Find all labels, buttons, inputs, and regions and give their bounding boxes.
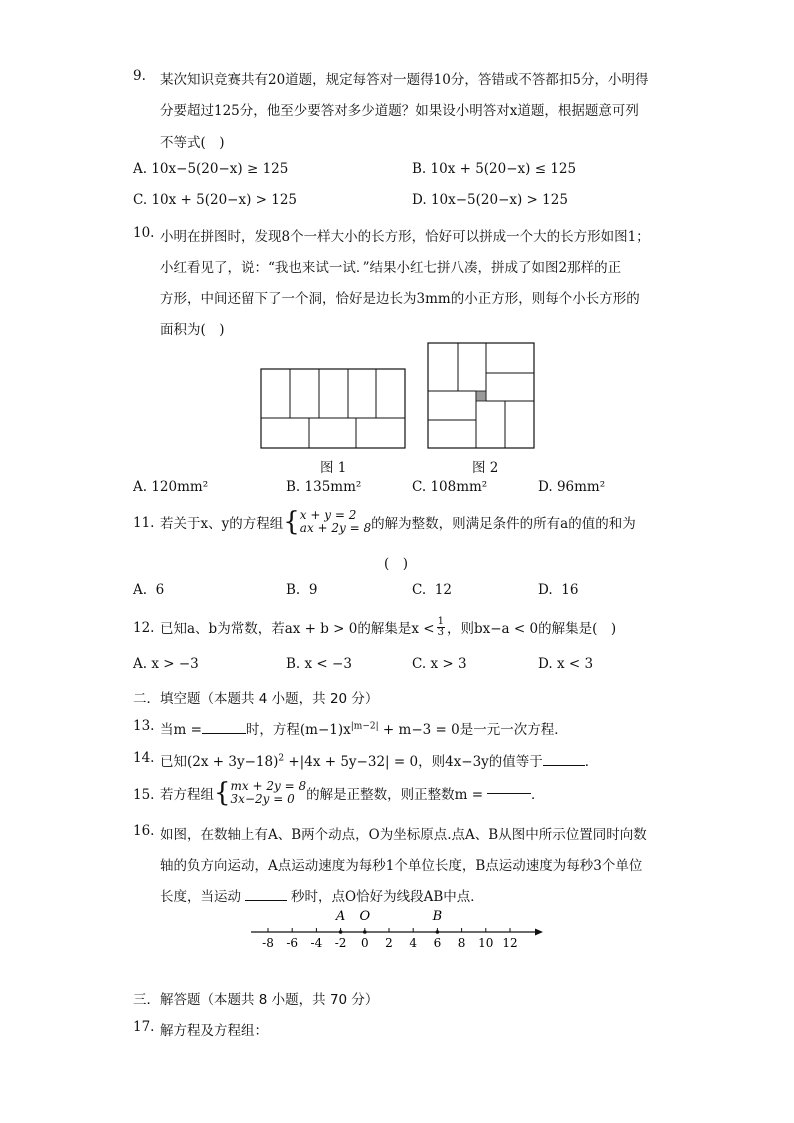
q14-text: 已知$(2x + 3y-18)^2 +|4x + 5y-32| = 0$，则4x−3y的值等于 ． bbox=[160, 753, 599, 770]
point-label-o: O bbox=[359, 909, 371, 924]
point-dot bbox=[436, 930, 440, 934]
q11-option-d: D. 16 bbox=[538, 582, 579, 598]
q17-text: 解方程及方程组： bbox=[160, 1023, 268, 1039]
figure-2-square bbox=[427, 342, 535, 449]
tick-label: 12 bbox=[502, 936, 518, 950]
q10-text-line2: 小红看见了，说：“我也来试一试．”结果小红七拼八凑，拼成了如图2那样的正 bbox=[160, 260, 622, 276]
q12-text bbox=[160, 612, 616, 642]
q11-option-b: B. 9 bbox=[286, 582, 318, 598]
q16-number: 16. bbox=[133, 823, 155, 839]
q9-option-d: D. 10x−5(20−x) > 125 bbox=[412, 192, 568, 208]
q13-text: 当m = 时，方程$(m-1)x^{|m-2|} + m-3 = 0$是一元一次方程． bbox=[160, 721, 568, 738]
point-label-a: A bbox=[335, 909, 346, 924]
q9-number: 9. bbox=[133, 68, 146, 84]
point-dot bbox=[363, 930, 367, 934]
q15-number: 15. bbox=[133, 787, 155, 803]
point-label-b: B bbox=[432, 909, 443, 924]
q15-answer-blank[interactable] bbox=[487, 793, 531, 794]
q9-text-line2: 分要超过125分，他至少要答对多少道题？如果设小明答对x道题，根据题意可列 bbox=[160, 103, 639, 119]
q16-text-line2: 轴的负方向运动，A点运动速度为每秒1个单位长度，B点运动速度为每秒3个单位 bbox=[160, 858, 643, 874]
q15-text bbox=[160, 776, 545, 810]
q16-text-line3: 长度，当运动 秒时，点O恰好为线段AB中点． bbox=[160, 889, 484, 905]
section-2-heading: 二．填空题（本题共 4 小题，共 20 分） bbox=[133, 691, 379, 707]
tick-label: 8 bbox=[457, 936, 466, 950]
point-dot bbox=[339, 930, 343, 934]
q11-text bbox=[160, 505, 636, 539]
q11-equation-2: ax + 2y = 8 bbox=[299, 521, 372, 535]
number-line-arrow bbox=[535, 929, 543, 936]
q10-text-line3: 方形，中间还留下了一个洞，恰好是边长为3mm的小正方形，则每个小长方形的 bbox=[160, 291, 640, 307]
tick-label: 0 bbox=[360, 936, 369, 950]
q15-equation-2: 3x−2y = 0 bbox=[230, 792, 295, 806]
q10-number: 10. bbox=[133, 225, 155, 241]
q11-text-post: 的解为整数，则满足条件的所有a的值的和为 bbox=[371, 516, 636, 532]
q10-option-c: C. 108mm² bbox=[412, 479, 488, 495]
q10-option-a: A. 120mm² bbox=[133, 479, 209, 495]
number-line-ticks bbox=[262, 928, 517, 950]
figure-1-rectangles bbox=[260, 368, 406, 449]
q12-option-b: B. x < −3 bbox=[286, 656, 352, 672]
left-brace: { bbox=[214, 778, 231, 808]
q11-option-a: A. 6 bbox=[133, 582, 165, 598]
figure-2-caption: 图 2 bbox=[472, 460, 499, 476]
number-line bbox=[245, 906, 550, 952]
q12-option-a: A. x > −3 bbox=[133, 656, 199, 672]
q12-fraction bbox=[437, 617, 445, 638]
q9-option-a: A. 10x−5(20−x) ≥ 125 bbox=[133, 161, 289, 177]
q11-option-c: C. 12 bbox=[412, 582, 452, 598]
q12-text-pre: 已知a、b为常数，若ax + b > 0的解集是x < bbox=[160, 621, 435, 637]
tick-label: -8 bbox=[262, 936, 274, 950]
q10-text-line1: 小明在拼图时，发现8个一样大小的长方形，恰好可以拼成一个大的长方形如图1； bbox=[160, 229, 650, 245]
section-3-heading: 三．解答题（本题共 8 小题，共 70 分） bbox=[133, 992, 379, 1008]
fraction-numerator: 1 bbox=[437, 615, 444, 627]
q14-answer-blank[interactable] bbox=[543, 765, 585, 766]
q15-text-post: 的解是正整数，则正整数m = bbox=[306, 787, 484, 803]
q11-equation-1: x + y = 2 bbox=[299, 508, 357, 522]
q14-number: 14. bbox=[133, 750, 155, 766]
q16-answer-blank[interactable] bbox=[245, 900, 287, 901]
q15-text-pre: 若方程组 bbox=[160, 787, 214, 803]
q9-option-c: C. 10x + 5(20−x) > 125 bbox=[133, 192, 298, 208]
q9-option-b: B. 10x + 5(20−x) ≤ 125 bbox=[412, 161, 577, 177]
q12-option-c: C. x > 3 bbox=[412, 656, 467, 672]
tick-label: -6 bbox=[286, 936, 299, 950]
q16-text-line1: 如图，在数轴上有A、B两个动点，O为坐标原点.点A、B从图中所示位置同时向数 bbox=[160, 827, 647, 843]
q10-option-b: B. 135mm² bbox=[286, 479, 362, 495]
q15-equation-system bbox=[231, 780, 307, 806]
q12-text-post: ，则bx−a < 0的解集是( ) bbox=[446, 621, 617, 637]
q13-answer-blank[interactable] bbox=[202, 733, 246, 734]
q15-equation-1: mx + 2y = 8 bbox=[230, 779, 307, 793]
q10-text-line4: 面积为( ) bbox=[160, 322, 225, 338]
q12-number: 12. bbox=[133, 620, 155, 636]
q11-number: 11. bbox=[133, 515, 155, 531]
fraction-denominator: 3 bbox=[437, 626, 444, 638]
q9-text-line3: 不等式( ) bbox=[160, 135, 225, 151]
q17-number: 17. bbox=[133, 1019, 155, 1035]
q13-number: 13. bbox=[133, 718, 155, 734]
tick-label: 10 bbox=[478, 936, 494, 950]
left-brace: { bbox=[283, 507, 300, 537]
q10-option-d: D. 96mm² bbox=[538, 479, 606, 495]
q12-option-d: D. x < 3 bbox=[538, 656, 594, 672]
tick-label: -2 bbox=[334, 936, 347, 950]
tick-label: 2 bbox=[385, 936, 393, 950]
q9-text-line1: 某次知识竞赛共有20道题，规定每答对一题得10分，答错或不答都扣5分，小明得 bbox=[160, 72, 649, 88]
tick-label: -4 bbox=[310, 936, 323, 950]
tick-label: 6 bbox=[433, 936, 442, 950]
q11-answer-paren: ( ) bbox=[384, 556, 409, 572]
q15-text-end: ． bbox=[531, 787, 545, 803]
q11-text-pre: 若关于x、y的方程组 bbox=[160, 516, 284, 532]
figure-1-caption: 图 1 bbox=[320, 460, 347, 476]
q11-equation-system bbox=[300, 509, 371, 535]
tick-label: 4 bbox=[409, 936, 418, 950]
